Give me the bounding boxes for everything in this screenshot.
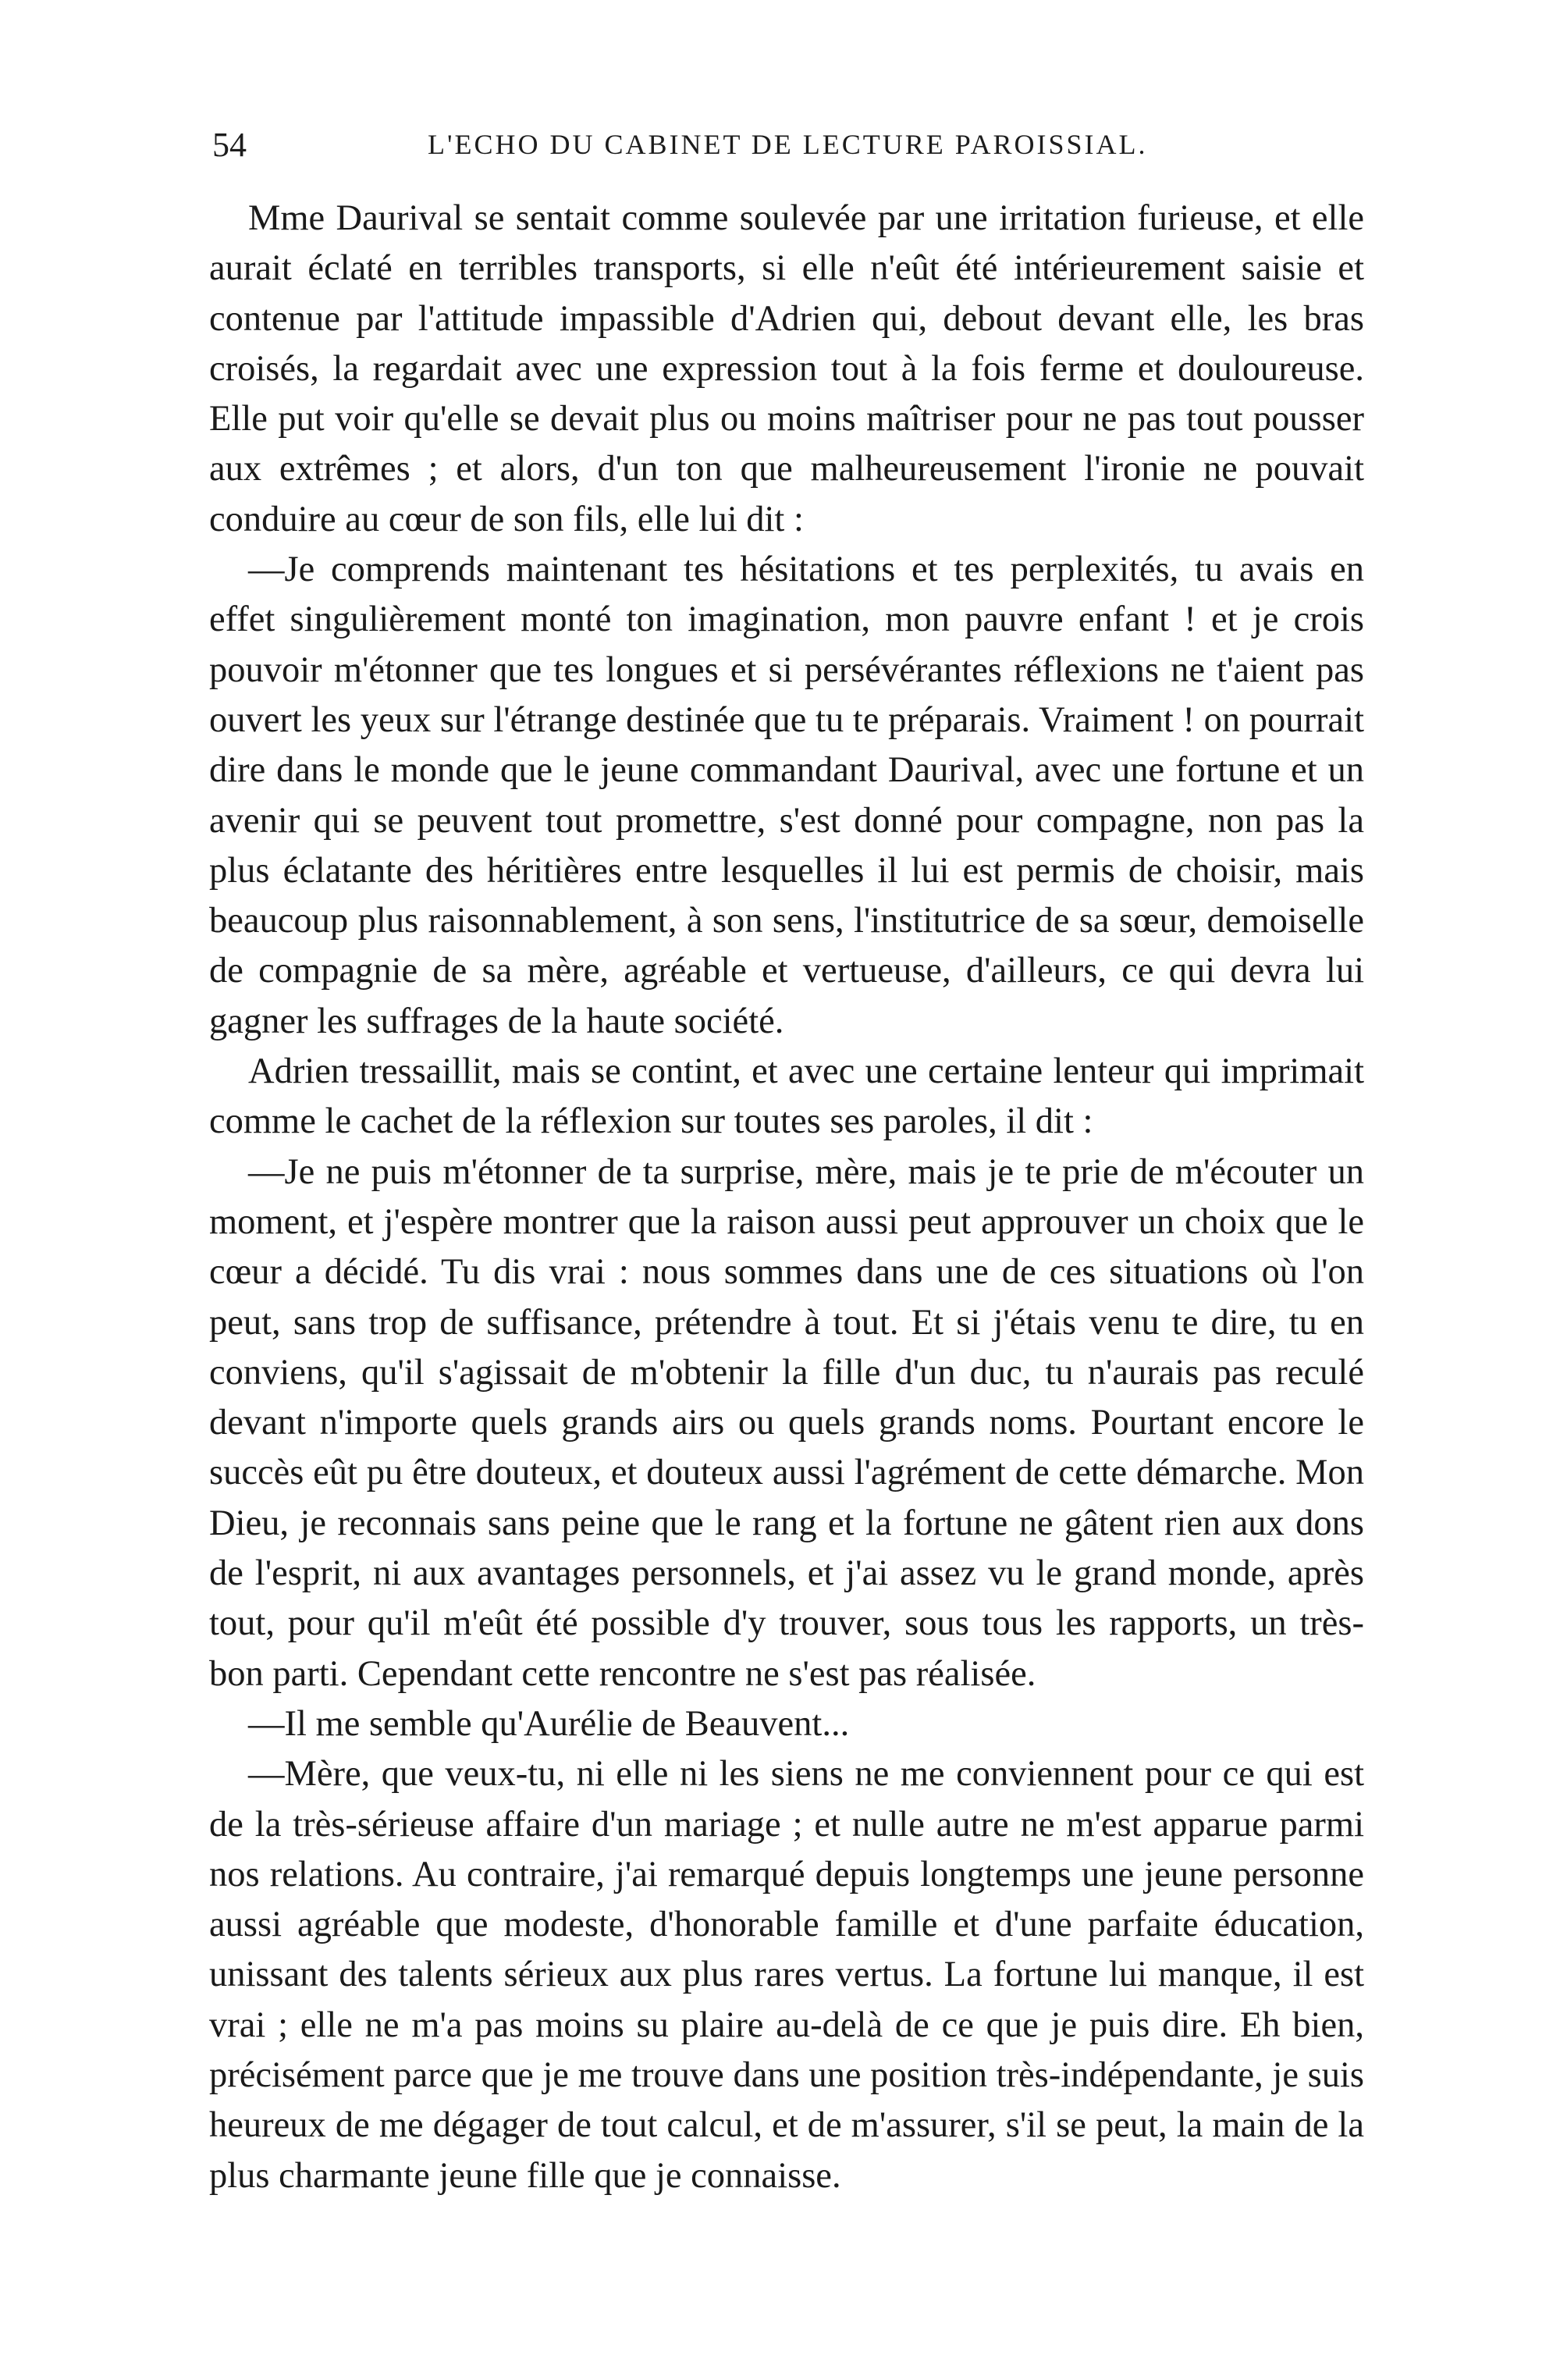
paragraph: Adrien tressaillit, mais se contint, et avec une certaine lenteur qui imprimait comme le cachet de la réflexion sur toutes ses paroles, il dit : [209, 1051, 1364, 1142]
body-text [209, 194, 1364, 2201]
paragraph: —Il me semble qu'Aurélie de Beauvent... [248, 1703, 850, 1744]
paragraph: —Je ne puis m'étonner de ta surprise, mère, mais je te prie de m'écouter un moment, et j'espère montrer que la raison aussi peut approuver un choix que le cœur a décidé. Tu dis vrai : nous sommes dans une de ces situations où l'on peut, sans trop de suffisance, prétendre à tout. Et si j'étais venu te dire, tu en conviens, qu'il s'agissait de m'obtenir la fille d'un duc, tu n'aurais pas reculé devant n'importe quels grands airs ou quels grands noms. Pourtant encore le succès eût pu être douteux, et douteux aussi l'agrément de cette démarche. Mon Dieu, je reconnais sans peine que le rang et la fortune ne gâtent rien aux dons de l'esprit, ni aux avantages personnels, et j'ai assez vu le grand monde, après tout, pour qu'il m'eût été possible d'y trouver, sous tous les rapports, un très-bon parti. Cependant cette rencontre ne s'est pas réalisée. [209, 1151, 1364, 1694]
book-page [209, 125, 1364, 2201]
running-title: L'ECHO DU CABINET DE LECTURE PAROISSIAL. [428, 129, 1148, 160]
paragraph: —Je comprends maintenant tes hésitations et tes perplexités, tu avais en effet singulièrement monté ton imagination, mon pauvre enfant ! et je crois pouvoir m'étonner que tes longues et si persévérantes réflexions ne t'aient pas ouvert les yeux sur l'étrange destinée que tu te préparais. Vraiment ! on pourrait dire dans le monde que le jeune commandant Daurival, avec une fortune et un avenir qui se peuvent tout promettre, s'est donné pour compagne, non pas la plus éclatante des héritières entre lesquelles il lui est permis de choisir, mais beaucoup plus raisonnablement, à son sens, l'institutrice de sa sœur, demoiselle de compagnie de sa mère, agréable et vertueuse, d'ailleurs, ce qui devra lui gagner les suffrages de la haute société. [209, 550, 1364, 1041]
page-number: 54 [212, 126, 247, 164]
running-head [209, 125, 1364, 180]
paragraph: Mme Daurival se sentait comme soulevée par une irritation furieuse, et elle aurait éclaté en terribles transports, si elle n'eût été intérieurement saisie et contenue par l'attitude impassible d'Adrien qui, debout devant elle, les bras croisés, la regardait avec une expression tout à la fois ferme et douloureuse. Elle put voir qu'elle se devait plus ou moins maîtriser pour ne pas tout pousser aux extrêmes ; et alors, d'un ton que malheureusement l'ironie ne pouvait conduire au cœur de son fils, elle lui dit : [209, 198, 1364, 539]
paragraph: —Mère, que veux-tu, ni elle ni les siens ne me conviennent pour ce qui est de la très-sérieuse affaire d'un mariage ; et nulle autre ne m'est apparue parmi nos relations. Au contraire, j'ai remarqué depuis longtemps une jeune personne aussi agréable que modeste, d'honorable famille et d'une parfaite éducation, unissant des talents sérieux aux plus rares vertus. La fortune lui manque, il est vrai ; elle ne m'a pas moins su plaire au-delà de ce que je puis dire. Eh bien, précisément parce que je me trouve dans une position très-indépendante, je suis heureux de me dégager de tout calcul, et de m'assurer, s'il se peut, la main de la plus charmante jeune fille que je connaisse. [209, 1754, 1364, 2196]
